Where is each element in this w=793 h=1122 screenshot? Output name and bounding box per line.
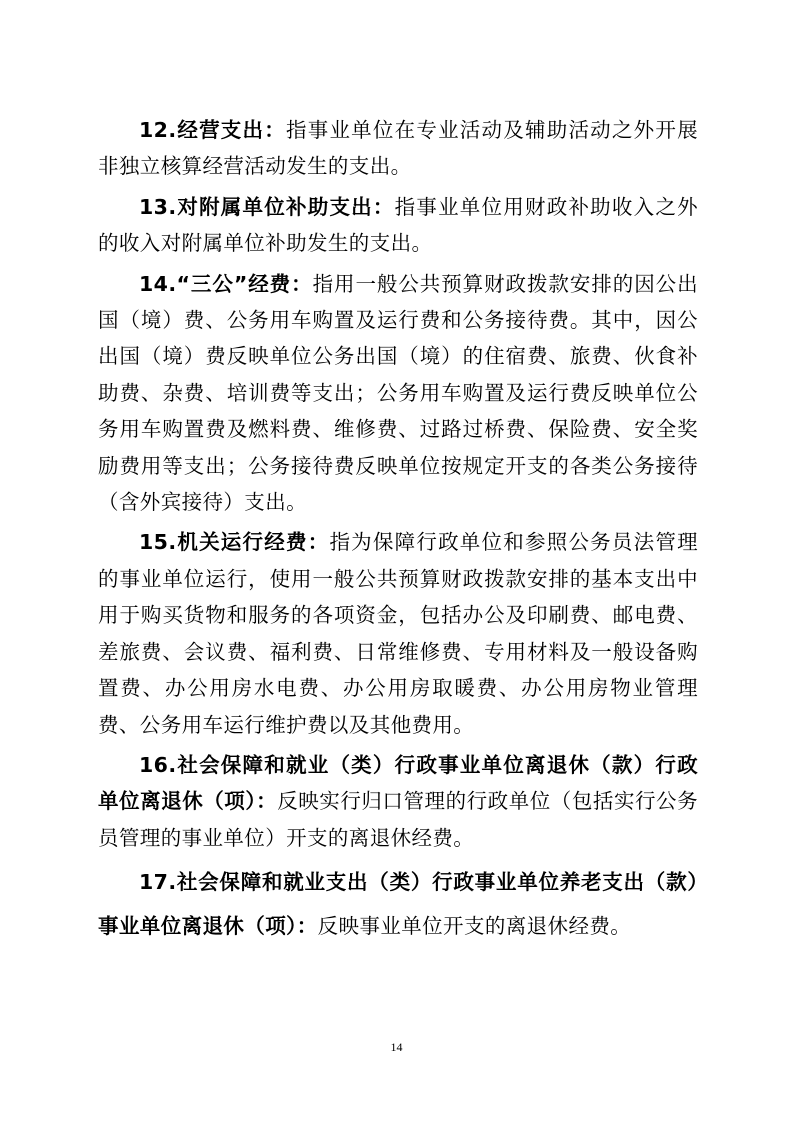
- term-heading: 16.社会保障和就业（类）行政事业单位离退休（款）行政单位离退休（项）：: [98, 752, 698, 814]
- paragraph-institution-retirement: [98, 860, 698, 948]
- term-definition: 反映实行归口管理的行政单位（包括实行公务员管理的事业单位）开支的离退休经费。: [98, 789, 698, 850]
- term-definition: 指为保障行政单位和参照公务员法管理的事业单位运行，使用一般公共预算财政拨款安排的基本支出中用于购买货物和服务的各项资金，包括办公及印刷费、邮电费、差旅费、会议费、福利费、日常维修费、专用材料及一般设备购置费、办公用房水电费、办公用房取暖费、办公用房物业管理费、公务用车运行维护费以及其他费用。: [98, 530, 698, 737]
- paragraph-three-public-expenses: [98, 266, 698, 521]
- term-heading: 13.对附属单位补助支出：: [139, 194, 395, 219]
- term-heading: 17.社会保障和就业支出（类）行政事业单位养老支出（款）事业单位离退休（项）：: [98, 870, 698, 939]
- term-heading: 15.机关运行经费：: [139, 530, 330, 555]
- document-body: [98, 112, 698, 948]
- term-definition: 指事业单位在专业活动及辅助活动之外开展非独立核算经营活动发生的支出。: [98, 118, 698, 179]
- paragraph-subsidiary-subsidy: [98, 189, 698, 262]
- page-number: 14: [390, 1040, 403, 1054]
- term-heading: 14.“三公”经费：: [139, 271, 313, 296]
- term-definition: 反映事业单位开支的离退休经费。: [317, 914, 632, 939]
- paragraph-agency-operating-funds: [98, 524, 698, 742]
- paragraph-admin-retirement: [98, 747, 698, 856]
- term-definition: 指用一般公共预算财政拨款安排的因公出国（境）费、公务用车购置及运行费和公务接待费。其中，因公出国（境）费反映单位公务出国（境）的住宿费、旅费、伙食补助费、杂费、培训费等支出；公务用车购置及运行费反映单位公务用车购置费及燃料费、维修费、过路过桥费、保险费、安全奖励费用等支出；公务接待费反映单位按规定开支的各类公务接待（含外宾接待）支出。: [98, 271, 698, 515]
- paragraph-operating-expenditure: [98, 112, 698, 185]
- term-heading: 12.经营支出：: [139, 118, 286, 142]
- term-definition: 指事业单位用财政补助收入之外的收入对附属单位补助发生的支出。: [98, 194, 698, 256]
